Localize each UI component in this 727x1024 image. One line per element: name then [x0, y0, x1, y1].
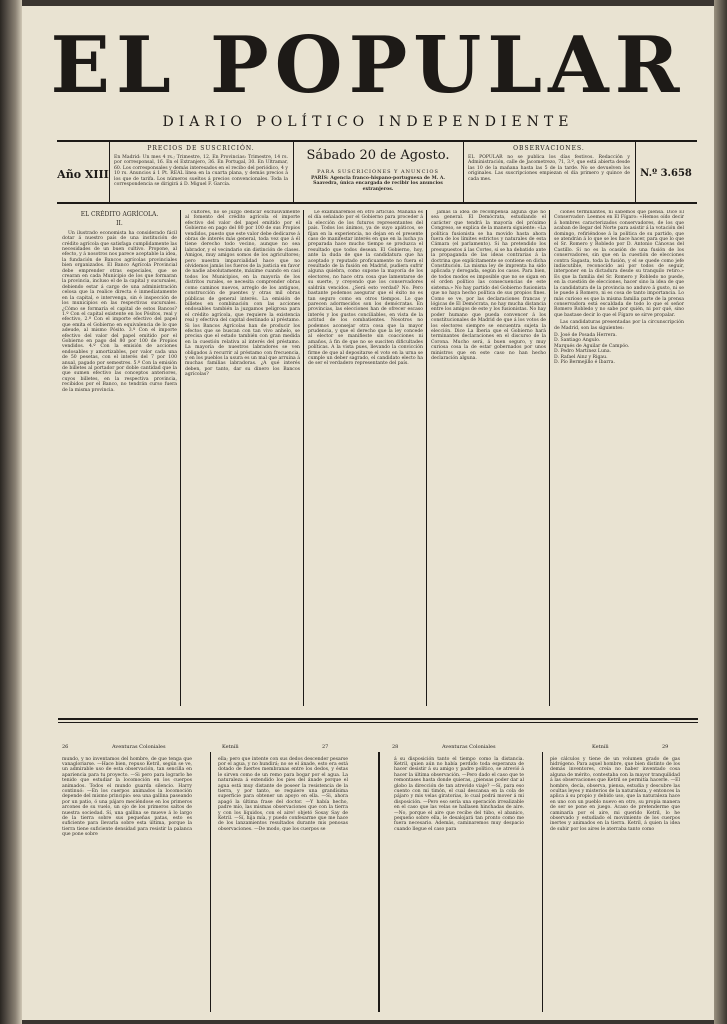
observations-text: EL POPULAR no se publica los días festivos. Redacción y Administración, calle de Jacometrezo, 71, 3.º, que está abierta desde las 10 de la mañana hasta las 5 de la tarde. No se devuelven los originales. Las suscripciones empiezan el día primero y quince de cada mes. — [468, 155, 630, 182]
folio-title: Ketnili — [222, 744, 239, 750]
article-title: EL CRÉDITO AGRÍCOLA. — [80, 211, 159, 218]
page-gutter-left — [0, 0, 22, 1024]
masthead-title: EL POPULAR — [50, 20, 686, 111]
column-1 — [62, 210, 177, 706]
article-text: ciones terminantes, ni sabemos qué piensa. Dice El Conservador: Leemos en El Fígaro: «Hemos oído decir á hombres caracterizados conservadores, de los que acaban de llegar del Norte para asistir á la votación del domingo, refiriéndose á la política de su partido, que se atendrán á lo que se les hace hacer, para que lo que el Sr. Romero y Robledo por D. Antonio Cánovas del Castillo. Si no es la ocasión de una fusión de los conservadores, sin que en la cuestión de elecciones contra Sagasta, toda la fusión, y el se quede como jefe indiscutible, reconocido así por todos de seguir, interponer en la dictadura desde su tranquilo retiro.» Es que la familia del Sr. Romero y Robledo no puede, en la cuestión de elecciones, hacer sino la idea de que la candidatura de la provincia no anduvo á gusto, ni se le puede á Romero, ni es cosa de tanto importancia. Lo más curioso es que la misma familia parte de la prensa conservadora está escaldada de todo lo que el señor Romero Robledo y no sabe por quién, ni por qué, sino que bastase decir lo que el Fígaro se sirve propalar. — [554, 210, 684, 318]
column-2 — [185, 210, 300, 706]
candidate-item: D. Santiago Angulo. — [554, 338, 601, 344]
column-rule — [303, 210, 304, 706]
folletin-column-1 — [62, 752, 192, 1012]
newspaper-page — [22, 6, 714, 1020]
year-label: Año XIII — [57, 168, 109, 181]
article-text: jamás la idea de recompensa alguna que no sea general. El Demócrata, estudiando el carácter que tendrá la mayoría del próximo Congreso, se explica de la manera siguiente: «La política fusionista se ha movido hasta ahora fuera de los límites estrictos y naturales de esta Cámara (el parlamento). Si ha pretendido los presupuestos á las Cortes, si se ha debatido ante la propaganda de las ideas contrarias á la doctrina que explícitamente se contiene en dicha Constitución. La misma ley de imprenta ha sido aplicada y derogada, según los casos. Para bien, de todos modos es imposible que no se sigan en el orden político las consecuencias de este sistema.» No hay partido del Gobierno fusionista que no haya hecho política de sus propios fines. Como se ve, por las declaraciones francas y lógicas de El Demócrata, no hay mucha distancia entre los amigos de este y los fusionistas. No hay poder humano que pueda convencer á los constitucionales de Madrid de que á los votos de los electores siempre se encuentra sujeta la elección. Dice La Iberia que el Gobierno hará terminantes declaraciones en el discurso de la Corona. Mucho será, á buen seguro, y muy curiosa cosa la de estar gobernados por unos ministros que en este caso no han hecho declaración alguna. — [431, 210, 546, 361]
folletin-column-3 — [394, 752, 524, 1012]
date-cell — [293, 142, 464, 202]
folletin-text: mundo, y no inventamos del hombre, de que tenga que vanagloriarse. —Hace bien, repuso Ketril, según se ve, un admirable uso de esta observación, tan sencilla en apariencia para tu proyecto. —Si pero para lograrlo he tenido que estudiar la locomoción en los cuerpos animados. Todos el mundo guarda silencio. Harry continuó: —En los cuerpos animados la locomoción depende del mismo principio: sea una gallina paseando por un patio, ó una pájaro meciéndose en los primeros arcones de su vuelo, un ojo de los primeros saltos de nuestra sociedad. Sí, una gallina se mueve á lo largo de la tierra sobre sus pequeñas patas, esto es suficiente para llevarla sobre esta última, porque la tierra tiene suficiente densidad para resistir la palanca que pone sobre — [62, 756, 192, 838]
subscription-title: PRECIOS DE SUSCRICIÓN. — [147, 145, 255, 152]
article-text: Le examinaremos en otro artículo. Mañana es el día señalado por el Gobierno para proceder á la elección de los futuros representantes del país. Todos los ánimos, ya de suyo apáticos, se fijan en la experiencia, no dejan en el presente caso de manifestar interés en que en la lucha ya preparada hace mucho tiempo se produzca el resultado que todos desean. El Gobierno, hoy, ante la duda de que la candidatura que ha aceptado y reputado proficuamente no fuera el resultado de la fusión en Madrid, pudiera sufrir alguna quiebra, como supone la mayoría de los electores, no hace otra cosa que lamentarse de su suerte, y creyendo que los conservadores saldrán vencidos. ¿Será esto verdad? No. Pero bastante podemos asegurar que el éxito no es tan seguro como en otros tiempos. Lo que parecen adormecidos son los demócratas. En provincias, las elecciones han de ofrecer escaso interés y los gustos conciliables, en vista de la actitud de los combatientes. Nosotros no podemos aconsejar otra cosa que la mayor prudencia, y que el derecho que la ley concede al elector se manifieste sin coacciones ni amaños, á fin de que no se susciten dificultades políticas. A la vista pues, llevando la convicción firme de que al depositarse el voto en la urna se cumple un deber sagrado, el candidato electo ha de ser el verdadero representante del país. — [308, 210, 423, 367]
header-band — [57, 140, 697, 204]
candidate-item: D. Pío Bermejillo é Ibarra. — [554, 359, 615, 365]
folio-number: 26 — [62, 744, 69, 750]
folletin-separator — [58, 718, 698, 720]
issue-date: Sábado 20 de Agosto. — [306, 148, 450, 163]
advert-title: PARA SUSCRICIONES Y ANUNCIOS — [317, 169, 439, 175]
masthead-subtitle: DIARIO POLÍTICO INDEPENDIENTE — [162, 114, 574, 130]
column-3 — [308, 210, 423, 706]
candidates-intro: Las candidaturas presentadas por la circunscripción de Madrid, son las siguientes: — [554, 320, 684, 331]
candidate-item: D. Rafael Ainz y Rigau. — [554, 354, 608, 360]
folletin-text: ella; pero que intente con sus dedos descender pesarse por el agua, y no hundirá; no se el ánade, esto era está dotado de fuertes membranas entre los dedos, y éstas le sirven como de un remo para bogar por el agua. La naturaleza á extendido los pies del ánade porque el agua está muy distante de poseer la resistencia de la tierra, y por tanto, se requiere una grandísima superficie para obtener un apoyo en ella. —Si, ahora apagó la última frase del doctor. —Y había hecho, padre mío, las mismas observaciones que con la tierra y con los líquidos, con el aire! objetó Sosay Say de Ketril. —Sí, hija mía, y puedo confesarme que me hace de los lanzamientos resultados durante mis penosas observaciones. —De modo, que los cuerpos se — [218, 756, 348, 832]
column-rule-center — [378, 752, 380, 1012]
article-text: Un ilustrado economista ha considerado fácil dotar á nuestro país de una institución de crédito agrícola que satisfaga cumplidamente las necesidades de un buen cultivo. Propone, al efecto, y á nosotros nos parece aceptable la idea, la fundación de Bancos agrícolas provinciales bien organizados. El Banco Agrícola Provincial debe emprender otras especiales, que se crearan en cada Municipio de los que formaran la provincia, incluso el de la capital y sucursales, debiendo estar á cargo de una administración celosa que la realice directa é inmediatamente en la capital, e intervenga, sin é inspección de los municipios en las respectivas sucursales. ¿Cómo se formaría el capital de estos Bancos? 1.º Con el capital existente en los Pósitos, real y efectivo, 2.º Con el importe efectivo del papel que emita el Gobierno en equivalencia de lo que adeude, al mismo Pósito. 3.º Con el importe efectivo del valor del papel emitido por el Gobierno en pago del 80 por 100 de Propios vendidos. 4.º Con la emisión de acciones endosables y amortizables, por valor cada una de 50 pesetas, con el interés del 7 por 100 anual, pagado por semestres. 5.º Con la emisión de billetes al portador por doble cantidad que la que sumen efectivo las conceptos anteriores, cuyos billetes, en la respectiva provincia, recibidos por el Banco, no tendrán curso fuera de la misma provincia. — [62, 230, 177, 393]
folio-number: 28 — [392, 744, 399, 750]
column-rule — [180, 210, 181, 706]
folio-number: 29 — [662, 744, 669, 750]
subscription-text: En Madrid: Un mes 4 rs.; Trimestre, 12. En Provincias: Trimestre, 14 rs. por corresponsal, 16. En el Extranjero, 36. En Portugal, 30. En Ultramar, 60. Los corresponsales y demás interesados en el recibo del periódico, 4 y 10 rs. Anuncios á 1 Pt. REAL línea en la cuarta plana, y demás precios á los que de tarifa. Los números sueltos á precios convencionales. Toda la correspondencia se dirigirá á D. Miguel F. García. — [114, 155, 288, 188]
year-cell — [57, 142, 110, 202]
folio-title: Aventuras Coloniales — [442, 744, 496, 750]
folio-title: Ketnili — [592, 744, 609, 750]
column-rule — [210, 752, 211, 1012]
folletin-column-2 — [218, 752, 348, 1012]
folletin-separator-thin — [58, 722, 698, 723]
column-5 — [554, 210, 684, 706]
issue-number-cell — [635, 142, 697, 202]
column-rule — [549, 210, 550, 706]
issue-number: N.º 3.658 — [640, 168, 692, 179]
article-subtitle: II. — [116, 220, 123, 228]
candidate-item: D. José de Posada Herrera. — [554, 332, 617, 338]
folletin-column-4 — [550, 752, 680, 1012]
subscription-cell — [109, 142, 294, 202]
article-text: cultores, no se juzgó dedicar exclusivamente al fomento del crédito agrícola el importe efectivo del valor del papel emitido por el Gobierno en pago del 80 por 100 de sus Propios vendidos, puesto que este valor debe dedicarse á obras de interés más general, toda vez que á él tiene derecho todo vecino, aunque no sea labrador, y el vecindario sin distinción de clases. Amigos, muy amigos somos de los agricultores; pero nuestra imparcialidad hace que no olvidemos jamás los fueros de la justicia en favor de nadie absolutamente, máxime cuando en casi todos los Municipios, en la mayoría de los distritos rurales, se necesita comprender obras como caminos nuevos, arreglo de los antiguos, construcción de puentes y otras mil obras públicas de general interés. La emisión de billetes en combinación con las acciones endosables también la juzgamos peligrosa para el crédito agrícola, que requiere la existencia real y efectiva del capital destinado al préstamo. Si los Bancos Agrícolas han de producir los efectos que se buscan con tan vivo anhelo, se precisa que el estado también con gran medida en la cuestión relativa al interés del préstamo. La mayoría de nuestros labradores se ven obligados á recurrir al préstamo con frecuencia, y en los pueblos la usura es un mal que arruina á muchas familias labradoras. ¿A qué interés deben, por tanto, dar su dinero los Bancos agrícolas? — [185, 210, 300, 378]
candidate-item: D. Pedro Martínez Luna. — [554, 349, 612, 355]
candidate-item: Marqués de Aguilar de Campóo. — [554, 343, 630, 349]
folletin-text: pie cálculos y tiene de un volumen grado de gas hidrógeno. Para aquel hombre, que bien distinto de los demás inventores, creía no haber inventado cosa alguna de mérito, contestaba con la mayor tranquilidad á las observaciones que Ketril se permitía hacerle. —El hombre, decía, observa, piensa, estudia y descubre las ocultas leyes y misterios de la naturaleza, y entonces la aplica á su propio y debido uso, que la naturaleza hace en uno con un pueblo nuevo en otro, su propia manera de ser se pone en juego. Acaso de pretenderme que caminaría por el aire, mi querido Ketril, lo he observado y estudiado el movimiento de los cuerpos inertes y animados en la tierra. Ketril, á quien la idea de subir por los aires le aterraba tanto como — [550, 756, 680, 832]
folio-number: 27 — [322, 744, 329, 750]
observations-title: OBSERVACIONES. — [513, 145, 585, 152]
page-gutter-right — [714, 0, 727, 1024]
folletin-text: á su disposición tanto el tiempo como la distancia. Ketril, quien aún no había perdido toda esperanza de hacer desistir á su amigo y padre político, se atrevió á hacer la última observación. —Pero dado el caso que te remontases hasta donde quieras, ¿piensas poder dar al globo la dirección de tan atrevido viaje? —Sí, para eso cuento con mi timón, el cual descansa en la cola de pájaro y mis velas giratorias, lo cual podrá mover á mi disposición. —Pero eso sería una operación irrealizable en el caso que las velas se hallasen hinchadas de aire. —No, porque el aire que recibe del túbo, el abanico, pequeño sobre ella, le desalojará tan pronto como me fuera necesario. Además, caminaremos muy despacio cuando llegue el caso para — [394, 756, 524, 832]
advert-text: PARÍS: Agencia franco-hispano-portuguesa de M. A. Saavedra, única encargada de recibir los anuncios extranjeros. — [310, 176, 446, 192]
observations-cell — [463, 142, 636, 202]
column-4 — [431, 210, 546, 706]
column-rule — [426, 210, 427, 706]
folio-title: Aventuras Coloniales — [112, 744, 166, 750]
column-rule — [542, 752, 543, 1012]
